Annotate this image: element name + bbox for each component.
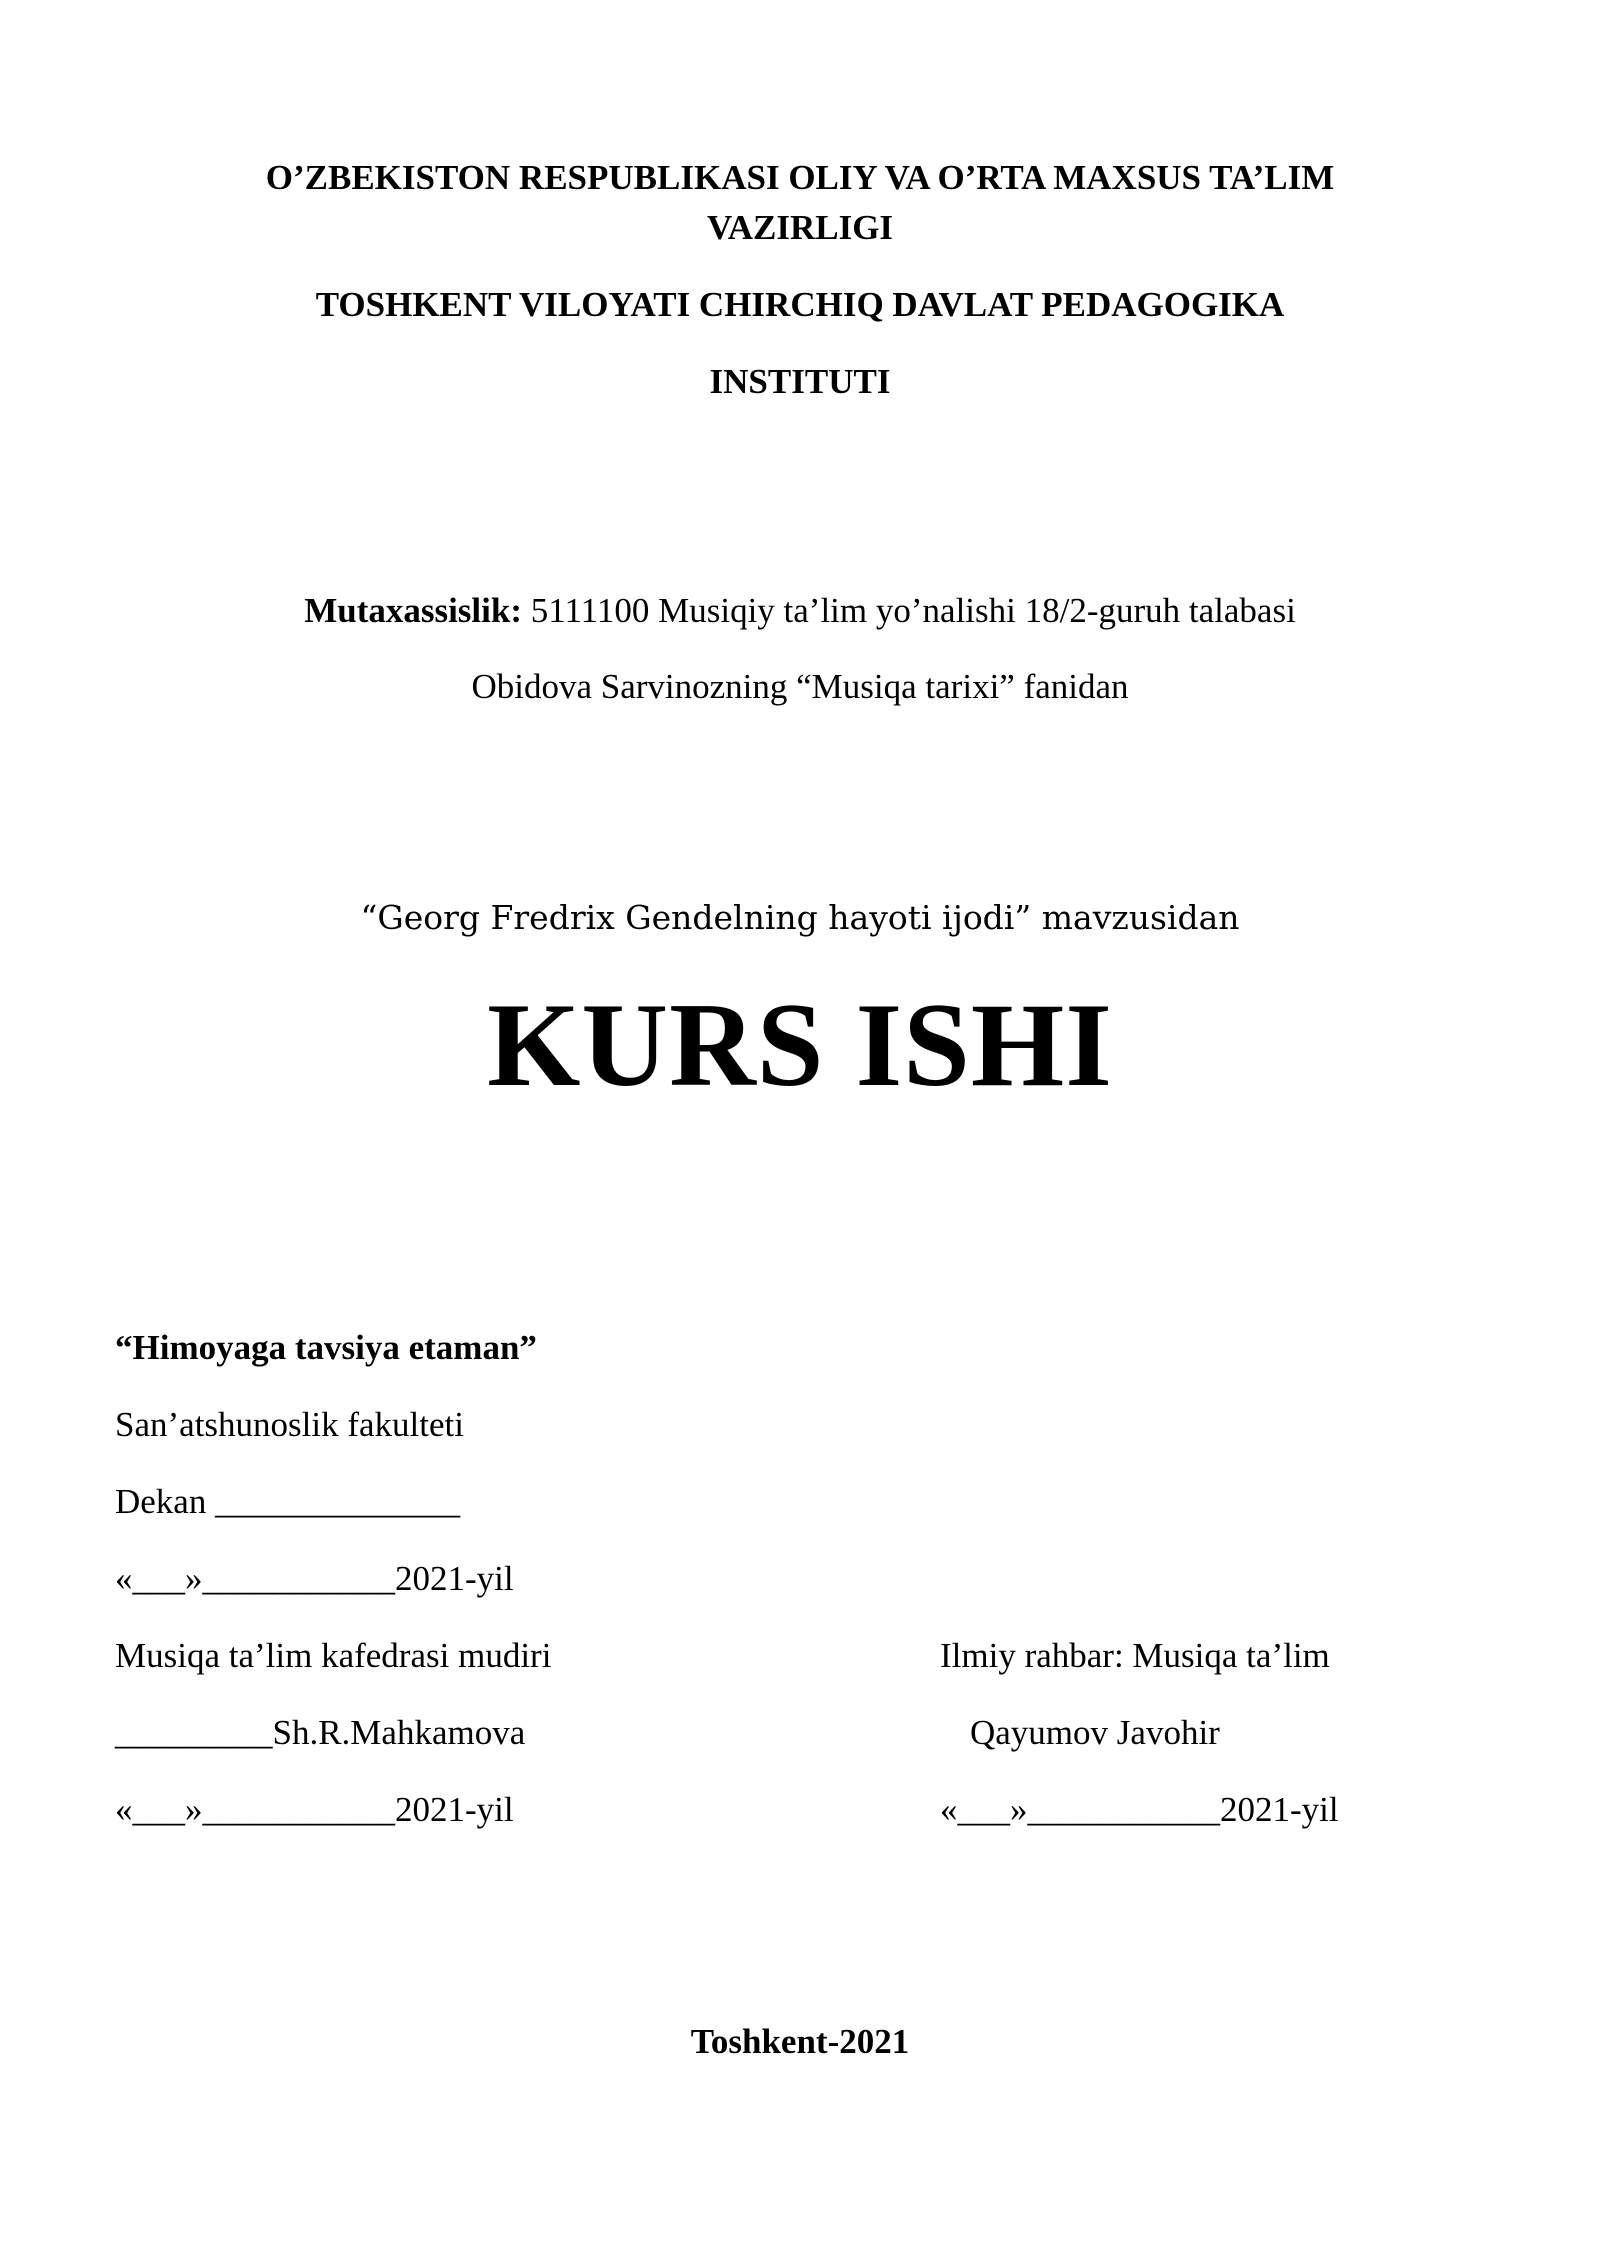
specialty-line	[0, 593, 1600, 628]
recommendation-heading: “Himoyaga tavsiya etaman”	[115, 1328, 537, 1367]
document-title: KURS ISHI	[487, 978, 1113, 1111]
student-line: Obidova Sarvinozning “Musiqa tarixi” fanidan	[471, 667, 1129, 706]
advisor-date-line: «___»___________2021-yil	[940, 1790, 1339, 1829]
faculty-name: San’atshunoslik fakulteti	[115, 1405, 464, 1444]
specialty-text: 5111100 Musiqiy ta’lim yo’nalishi 18/2-guruh talabasi	[522, 591, 1296, 630]
department-head-signature: _________Sh.R.Mahkamova	[115, 1713, 526, 1752]
advisor-title: Ilmiy rahbar: Musiqa ta’lim	[940, 1636, 1330, 1675]
department-head-title: Musiqa ta’lim kafedrasi mudiri	[115, 1636, 552, 1675]
advisor-name: Qayumov Javohir	[970, 1713, 1220, 1752]
ministry-name-line-1: O’ZBEKISTON RESPUBLIKASI OLIY VA O’RTA MAXSUS TA’LIM	[265, 158, 1335, 197]
institute-name-line-1: TOSHKENT VILOYATI CHIRCHIQ DAVLAT PEDAGOGIKA	[315, 285, 1285, 324]
topic-line: “Georg Fredrix Gendelning hayoti ijodi” mavzusidan	[360, 898, 1240, 937]
dean-date-line: «___»___________2021-yil	[115, 1559, 514, 1598]
city-year: Toshkent-2021	[690, 2022, 910, 2061]
specialty-label: Mutaxassislik:	[304, 591, 522, 630]
institute-name-line-2: INSTITUTI	[709, 362, 891, 401]
department-head-date-line: «___»___________2021-yil	[115, 1790, 514, 1829]
ministry-name-line-2: VAZIRLIGI	[706, 208, 894, 247]
dean-signature-line: Dekan ______________	[115, 1482, 461, 1521]
